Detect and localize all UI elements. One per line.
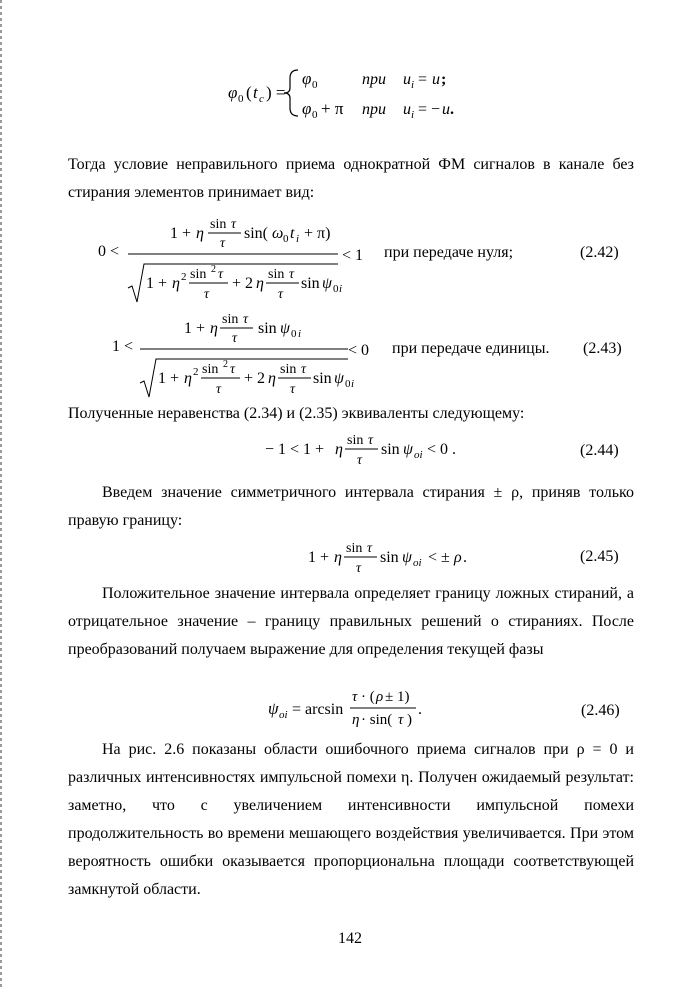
svg-text:η: η (184, 370, 192, 387)
svg-text:) =: ) = (266, 83, 286, 102)
svg-text:2: 2 (223, 359, 228, 370)
equation-2-42-number: (2.42) (580, 244, 619, 261)
svg-text:.: . (450, 101, 454, 118)
equation-2-44 (265, 428, 465, 472)
equation-2-44-number: (2.44) (580, 442, 619, 459)
svg-text:ψ: ψ (322, 275, 332, 292)
svg-text:η: η (352, 712, 360, 728)
svg-text:τ: τ (289, 267, 295, 282)
svg-text:): ) (407, 712, 412, 728)
svg-text:.: . (463, 549, 467, 566)
svg-text:± 1): ± 1) (385, 689, 410, 705)
svg-text:i: i (339, 283, 343, 295)
svg-text:< 1: < 1 (342, 247, 364, 264)
svg-text:;: ; (441, 71, 447, 88)
svg-text:ρ: ρ (454, 549, 462, 566)
svg-text:ψ: ψ (403, 441, 413, 458)
svg-text:τ: τ (278, 287, 284, 302)
svg-text:0: 0 (283, 233, 289, 245)
svg-text:τ: τ (204, 287, 210, 302)
svg-text:sin(: sin( (244, 225, 268, 242)
svg-text:ω: ω (272, 225, 284, 242)
svg-text:u: u (442, 101, 450, 118)
svg-text:i: i (411, 109, 415, 121)
equation-2-46 (268, 684, 438, 734)
svg-text:oi: oi (414, 449, 423, 461)
equation-phi-definition (228, 60, 528, 126)
svg-text:ψ: ψ (280, 320, 290, 337)
svg-text:· sin(: · sin( (361, 712, 393, 728)
svg-text:t: t (290, 225, 295, 242)
svg-text:sin: sin (190, 267, 207, 282)
svg-text:η: η (210, 320, 218, 337)
paragraph-inequalities: Полученные неравенства (2.34) и (2.35) эквиваленты следующему: (68, 405, 525, 422)
svg-text:ρ: ρ (376, 689, 384, 705)
svg-text:sin: sin (210, 217, 227, 232)
svg-text:η: η (268, 370, 276, 387)
svg-text:sin: sin (301, 275, 320, 292)
svg-text:τ: τ (230, 362, 236, 377)
svg-text:sin: sin (258, 320, 277, 337)
paragraph-figure-discussion: На рис. 2.6 показаны области ошибочного приема сигналов при ρ = 0 и различных интенсивностях импульсной помехи η. Получен ожидаемый результат: заметно, что с увеличением интенсивности импульсной помехи продолжительность во времени мешающего воздействия увеличивается. При этом вероятность ошибки оказывается пропорциональна площади соответствующей замкнутой области. (68, 741, 634, 898)
equation-2-46-number: (2.46) (581, 702, 620, 719)
svg-text:i: i (411, 79, 415, 91)
svg-text:1 +: 1 + (170, 225, 192, 242)
page-number: 142 (338, 930, 362, 947)
svg-text:0: 0 (312, 79, 318, 91)
svg-text:τ: τ (231, 217, 237, 232)
svg-text:1 +: 1 + (184, 320, 206, 337)
equation-2-42-comment: при передаче нуля; (384, 244, 514, 261)
equation-2-42 (98, 214, 388, 306)
svg-text:1 <: 1 < (112, 338, 134, 355)
svg-text:τ: τ (301, 362, 307, 377)
equation-2-43-number: (2.43) (583, 340, 622, 357)
svg-text:sin: sin (202, 362, 219, 377)
svg-text:τ: τ (220, 236, 226, 251)
svg-text:+ π): + π) (304, 225, 331, 242)
svg-text:sin: sin (313, 370, 332, 387)
svg-text:2: 2 (181, 271, 187, 283)
svg-text:oi: oi (413, 557, 422, 569)
svg-text:< 0: < 0 (348, 342, 370, 359)
svg-text:φ: φ (302, 69, 312, 88)
svg-text:sin: sin (280, 362, 297, 377)
svg-text:i: i (298, 328, 302, 340)
svg-text:(: ( (246, 83, 252, 102)
svg-text:τ: τ (352, 689, 358, 705)
svg-text:1 +: 1 + (308, 549, 330, 566)
svg-text:η: η (196, 225, 204, 242)
svg-text:τ: τ (357, 453, 363, 468)
svg-text:1 +: 1 + (146, 275, 168, 292)
equation-2-45 (308, 536, 478, 580)
svg-text:ψ: ψ (268, 699, 279, 718)
svg-text:η: η (334, 549, 342, 566)
paragraph-interval-meaning: Положительное значение интервала определяет границу ложных стираний, а отрицательное значение – границу правильных решений о стираниях. После преобразований получаем выражение для определения текущей фазы (68, 585, 634, 658)
svg-text:φ: φ (302, 99, 312, 118)
svg-text:τ: τ (398, 712, 404, 728)
svg-text:τ: τ (243, 312, 249, 327)
svg-text:φ: φ (228, 83, 238, 102)
svg-text:.: . (418, 701, 422, 718)
equation-2-43 (112, 309, 382, 399)
svg-text:2: 2 (193, 366, 199, 378)
svg-text:при: при (362, 101, 386, 118)
svg-text:sin: sin (347, 433, 364, 448)
svg-text:τ: τ (367, 541, 373, 556)
svg-text:t: t (253, 83, 258, 102)
svg-text:u: u (403, 101, 411, 118)
svg-text:sin: sin (380, 549, 399, 566)
svg-text:= −: = − (418, 101, 441, 118)
svg-text:+ 2: + 2 (232, 275, 254, 292)
svg-text:· (: · ( (361, 689, 375, 705)
equation-2-43-comment: при передаче единицы. (392, 340, 550, 357)
svg-text:0: 0 (291, 328, 297, 340)
svg-text:τ: τ (216, 382, 222, 397)
svg-text:2: 2 (211, 264, 216, 275)
svg-text:0: 0 (345, 378, 351, 390)
svg-text:0: 0 (333, 283, 339, 295)
paragraph-intro-condition: Тогда условие неправильного приема однократной ФМ сигналов в канале без стирания элементов принимает вид: (68, 156, 634, 201)
svg-text:η: η (335, 441, 343, 458)
svg-text:sin: sin (381, 441, 400, 458)
svg-text:τ: τ (290, 382, 296, 397)
svg-text:i: i (296, 233, 300, 245)
svg-text:+ π: + π (321, 99, 344, 118)
svg-text:η: η (172, 275, 180, 292)
svg-text:0 <: 0 < (98, 243, 120, 260)
svg-text:τ: τ (356, 561, 362, 576)
svg-text:sin: sin (346, 541, 363, 556)
svg-text:c: c (259, 93, 264, 105)
svg-text:ψ: ψ (334, 370, 344, 387)
svg-text:0: 0 (238, 93, 244, 105)
svg-text:1 +: 1 + (158, 370, 180, 387)
svg-text:u: u (432, 71, 440, 88)
svg-text:i: i (351, 378, 355, 390)
equation-2-45-number: (2.45) (580, 548, 619, 565)
svg-text:= arcsin: = arcsin (292, 701, 344, 718)
svg-text:ψ: ψ (402, 549, 412, 566)
svg-text:sin: sin (268, 267, 285, 282)
svg-text:oi: oi (279, 709, 288, 721)
svg-text:+ 2: + 2 (244, 370, 266, 387)
svg-text:u: u (403, 71, 411, 88)
svg-text:τ: τ (218, 267, 224, 282)
paragraph-erasure-interval: Введем значение симметричного интервала стирания ± ρ, приняв только правую границу: (68, 484, 634, 529)
svg-text:0: 0 (312, 109, 318, 121)
svg-text:η: η (256, 275, 264, 292)
svg-text:− 1 < 1 +: − 1 < 1 + (265, 441, 325, 458)
svg-text:τ: τ (232, 331, 238, 346)
page-edge-dots (0, 0, 2, 990)
svg-text:при: при (362, 71, 386, 88)
svg-text:=: = (418, 71, 428, 88)
svg-text:sin: sin (222, 312, 239, 327)
svg-text:< 0 .: < 0 . (427, 441, 457, 458)
svg-text:τ: τ (368, 433, 374, 448)
svg-text:< ±: < ± (428, 549, 450, 566)
